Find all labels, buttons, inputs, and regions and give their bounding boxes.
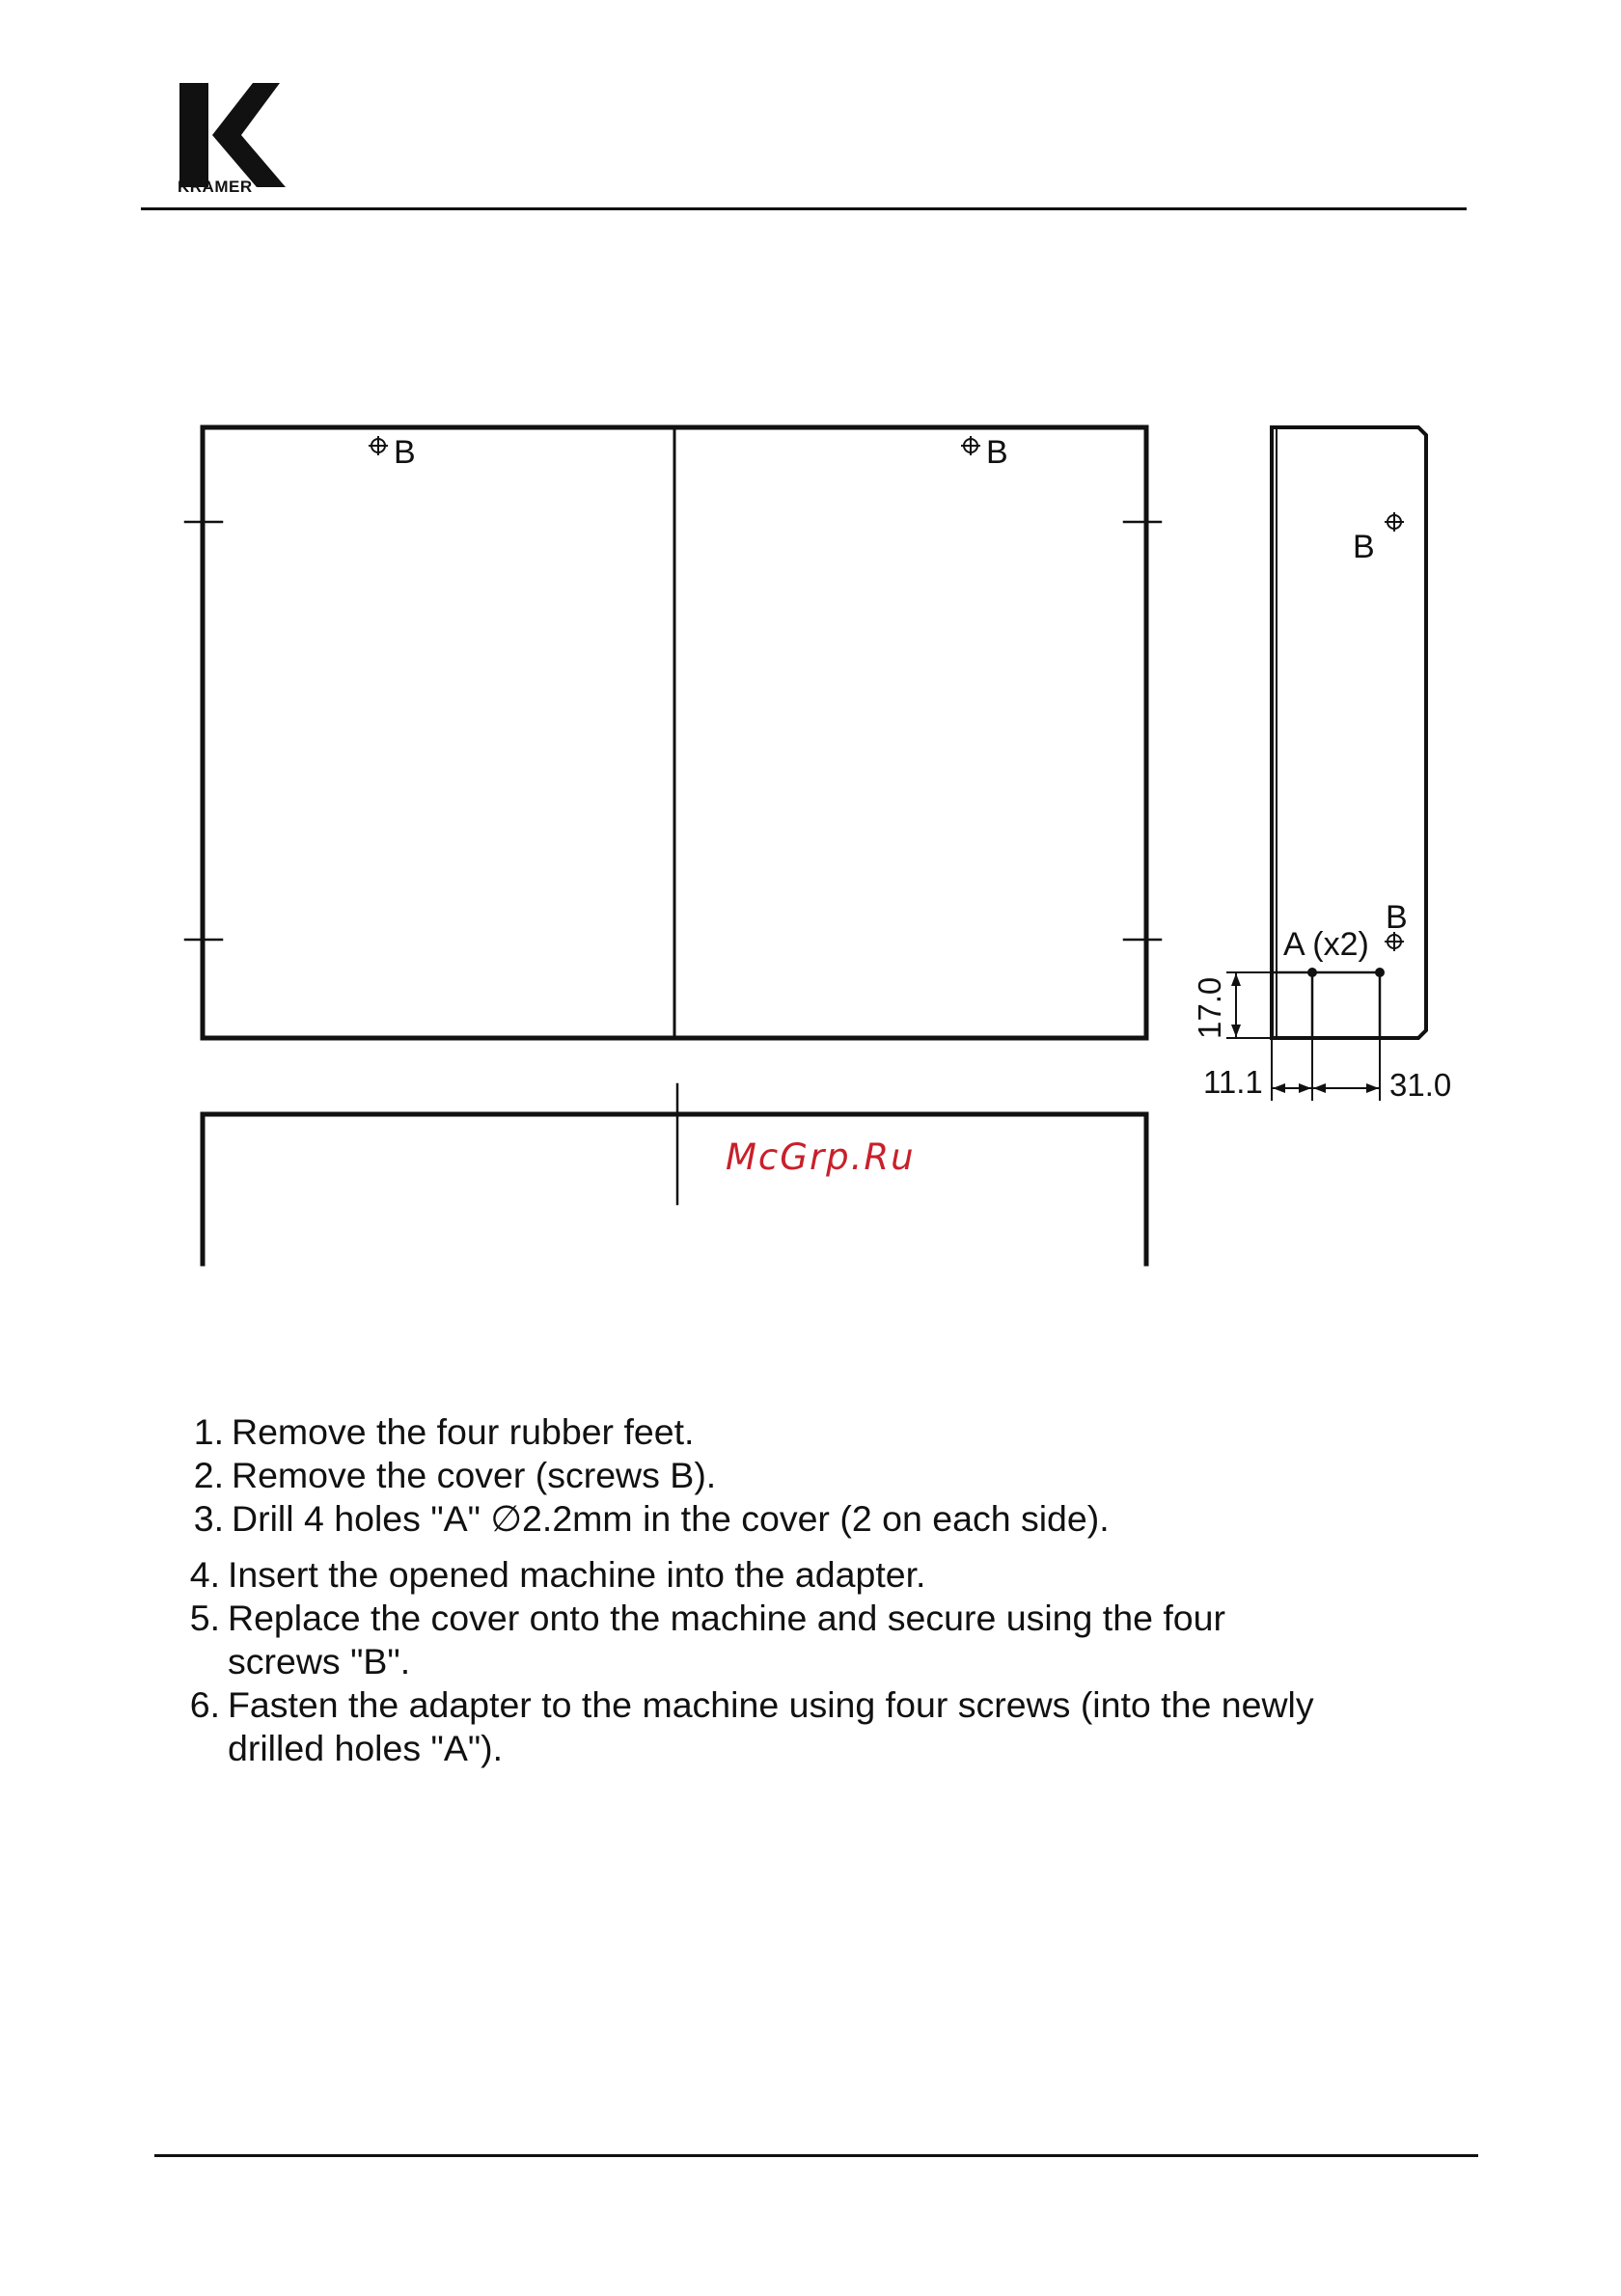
cover-u-channel (203, 1114, 1146, 1264)
screw-b-marker-front-left (369, 436, 388, 455)
step-text: Fasten the adapter to the machine using four screws (into the newly drilled holes "A"). (228, 1684, 1314, 1768)
dim-arrow-c (1313, 1083, 1326, 1093)
dim-arrow-a (1273, 1083, 1285, 1093)
label-hole-a: A (x2) (1283, 926, 1369, 963)
step-text: Drill 4 holes "A" ∅2.2mm in the cover (2 on each side). (232, 1498, 1110, 1539)
dim-spacing-value: 31.0 (1389, 1067, 1452, 1103)
screw-b-marker-side-top (1385, 512, 1404, 532)
watermark: McGrp.Ru (726, 1136, 916, 1178)
brand-name: KRAMER (178, 178, 253, 196)
hole-a-dot-2 (1375, 968, 1385, 977)
instruction-step (174, 1497, 1428, 1541)
step-number: 6. (189, 1684, 220, 1725)
dim-arrow-d (1366, 1083, 1379, 1093)
footer-rule (154, 2154, 1478, 2157)
hole-a-dot-1 (1307, 968, 1317, 977)
step-number: 2. (193, 1455, 224, 1495)
instruction-step (174, 1410, 1428, 1454)
dim-arrow-b (1299, 1083, 1311, 1093)
instruction-step (174, 1597, 1428, 1683)
label-b-side-top: B (1353, 529, 1375, 565)
screw-b-marker-front-right (961, 436, 980, 455)
step-number: 5. (189, 1598, 220, 1638)
step-text: Remove the four rubber feet. (232, 1411, 695, 1452)
dim-17-arrow-top (1231, 973, 1241, 986)
instruction-step (174, 1683, 1428, 1770)
step-text: Replace the cover onto the machine and secure using the four screws "B". (228, 1598, 1225, 1681)
step-number: 4. (189, 1554, 220, 1595)
instruction-list (174, 1410, 1428, 1770)
label-b-front-right: B (986, 434, 1008, 471)
dim-17-arrow-bottom (1231, 1025, 1241, 1037)
step-text: Insert the opened machine into the adapter. (228, 1554, 926, 1595)
step-text: Remove the cover (screws B). (232, 1455, 717, 1495)
instruction-step (174, 1553, 1428, 1597)
instruction-step (174, 1454, 1428, 1497)
dim-offset-value: 11.1 (1203, 1064, 1263, 1100)
label-b-side-bottom: B (1386, 899, 1408, 936)
step-number: 3. (193, 1498, 224, 1539)
dim-height-value: 17.0 (1192, 976, 1227, 1039)
label-b-front-left: B (394, 434, 416, 471)
step-number: 1. (193, 1411, 224, 1452)
hole-locator-box (1272, 972, 1380, 1038)
